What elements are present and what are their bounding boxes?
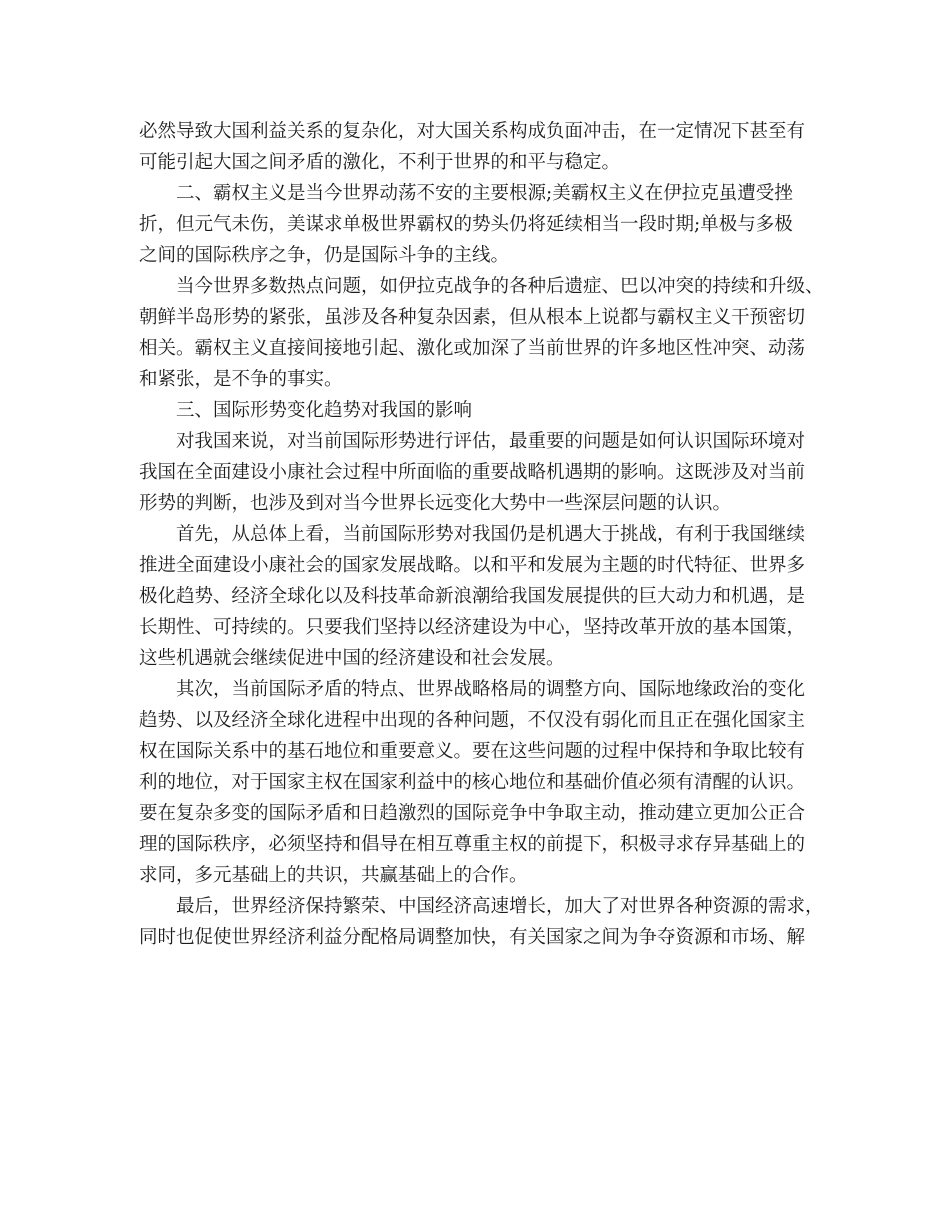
paragraph-line: 形势的判断，也涉及到对当今世界长远变化大势中一些深层问题的认识。 [139,493,732,514]
paragraph-line: 权在国际关系中的基石地位和重要意义。要在这些问题的过程中保持和争取比较有 [139,741,806,762]
paragraph-line: 折，但元气未伤，美谋求单极世界霸权的势头仍将延续相当一段时期;单极与多极 [139,214,793,235]
paragraph-line: 其次，当前国际矛盾的特点、世界战略格局的调整方向、国际地缘政治的变化 [176,679,806,700]
paragraph-line: 利的地位，对于国家主权在国家利益中的核心地位和基础价值必须有清醒的认识。 [139,772,806,793]
paragraph-line: 这些机遇就会继续促进中国的经济建设和社会发展。 [139,648,565,669]
paragraph [139,271,827,395]
paragraph [139,116,827,178]
paragraph-line: 推进全面建设小康社会的国家发展战略。以和平和发展为主题的时代特征、世界多 [139,555,806,576]
document-body [139,116,827,953]
paragraph-line: 相关。霸权主义直接间接地引起、激化或加深了当前世界的许多地区性冲突、动荡 [139,338,806,359]
paragraph [139,891,827,953]
paragraph-line: 要在复杂多变的国际矛盾和日趋激烈的国际竞争中争取主动，推动建立更加公正合 [139,803,806,824]
paragraph-line: 二、霸权主义是当今世界动荡不安的主要根源;美霸权主义在伊拉克虽遭受挫 [176,183,793,204]
paragraph-line: 三、国际形势变化趋势对我国的影响 [176,400,473,421]
paragraph-line: 和紧张，是不争的事实。 [139,369,343,390]
paragraph-line: 最后，世界经济保持繁荣、中国经济高速增长，加大了对世界各种资源的需求， [176,896,824,917]
paragraph-line: 长期性、可持续的。只要我们坚持以经济建设为中心，坚持改革开放的基本国策， [139,617,806,638]
paragraph [139,178,827,271]
paragraph-line: 我国在全面建设小康社会过程中所面临的重要战略机遇期的影响。这既涉及对当前 [139,462,806,483]
paragraph-line: 极化趋势、经济全球化以及科技革命新浪潮给我国发展提供的巨大动力和机遇，是 [139,586,806,607]
paragraph-line: 趋势、以及经济全球化进程中出现的各种问题，不仅没有弱化而且正在强化国家主 [139,710,806,731]
paragraph-line: 之间的国际秩序之争，仍是国际斗争的主线。 [139,245,510,266]
paragraph-line: 同时也促使世界经济利益分配格局调整加快，有关国家之间为争夺资源和市场、解 [139,927,806,948]
paragraph-line: 必然导致大国利益关系的复杂化，对大国关系构成负面冲击，在一定情况下甚至有 [139,121,806,142]
paragraph [139,674,827,891]
paragraph [139,395,827,426]
paragraph-line: 求同，多元基础上的共识，共赢基础上的合作。 [139,865,528,886]
paragraph-line: 理的国际秩序，必须坚持和倡导在相互尊重主权的前提下，积极寻求存异基础上的 [139,834,806,855]
paragraph-line: 对我国来说，对当前国际形势进行评估，最重要的问题是如何认识国际环境对 [176,431,806,452]
paragraph [139,426,827,519]
paragraph-line: 当今世界多数热点问题，如伊拉克战争的各种后遗症、巴以冲突的持续和升级、 [176,276,824,297]
paragraph-line: 朝鲜半岛形势的紧张，虽涉及各种复杂因素，但从根本上说都与霸权主义干预密切 [139,307,806,328]
paragraph-line: 首先，从总体上看，当前国际形势对我国仍是机遇大于挑战，有利于我国继续 [176,524,806,545]
paragraph [139,519,827,674]
paragraph-line: 可能引起大国之间矛盾的激化，不利于世界的和平与稳定。 [139,152,621,173]
